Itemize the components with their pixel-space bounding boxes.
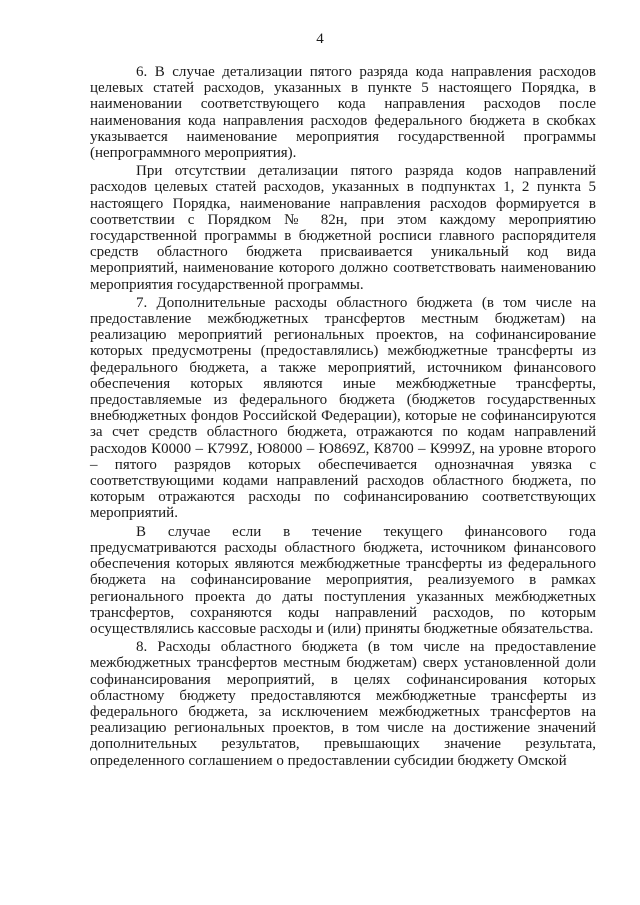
paragraph-item-8: 8. Расходы областного бюджета (в том числе на предоставление межбюджетных трансфертов местным бюджетам) сверх установленной доли софинансирования мероприятий, в целях софинансирования которых областному бюджету предоставляются межбюджетные трансферты из федерального бюджета, за исключением межбюджетных трансфертов на реализацию региональных проектов, в том числе на достижение значений дополнительных результатов, превышающих значение результата, определенного соглашением о предоставлении субсидии бюджету Омской bbox=[90, 639, 596, 769]
page-number: 4 bbox=[316, 31, 324, 47]
paragraph-item-7-continued: В случае если в течение текущего финансового года предусматриваются расходы областного бюджета, источником финансового обеспечения которых являются межбюджетные трансферты из федерального бюджета на софинансирование мероприятия, реализуемого в рамках регионального проекта до даты поступления указанных межбюджетных трансфертов, сохраняются коды направлений расходов, по которым осуществлялись кассовые расходы и (или) приняты бюджетные обязательства. bbox=[90, 523, 596, 637]
paragraph-item-7: 7. Дополнительные расходы областного бюджета (в том числе на предоставление межбюджетных трансфертов местным бюджетам) на реализацию мероприятий региональных проектов, на софинансирование которых предусмотрены (предоставлялись) межбюджетные трансферты из федерального бюджета, а также мероприятий, источником финансового обеспечения которых являются иные межбюджетные трансферты, предоставляемые из федерального бюджета (бюджетов государственных внебюджетных фондов Российской Федерации), которые не софинансируются за счет средств областного бюджета, отражаются по кодам направлений расходов К0000 – К799Z, Ю8000 – Ю869Z, К8700 – К999Z, на уровне второго – пятого разрядов которых обеспечивается однозначная увязка с соответствующими кодами направлений расходов областного бюджета, по которым отражаются расходы по софинансированию соответствующих мероприятий. bbox=[90, 294, 596, 522]
paragraph-item-6: 6. В случае детализации пятого разряда кода направления расходов целевых статей расходов, указанных в пункте 5 настоящего Порядка, в наименовании соответствующего кода направления расходов после наименования кода направления расходов федерального бюджета в скобках указывается наименование мероприятия государственной программы (непрограммного мероприятия). bbox=[90, 64, 596, 162]
document-body bbox=[90, 64, 596, 771]
paragraph-item-6-continued: При отсутствии детализации пятого разряда кодов направлений расходов целевых статей расходов, указанных в подпунктах 1, 2 пункта 5 настоящего Порядка, наименование направления расходов формируется в соответствии с Порядком № 82н, при этом каждому мероприятию государственной программы в бюджетной росписи главного распорядителя средств областного бюджета присваивается уникальный код вида мероприятий, наименование которого должно соответствовать наименованию мероприятия государственной программы. bbox=[90, 163, 596, 293]
